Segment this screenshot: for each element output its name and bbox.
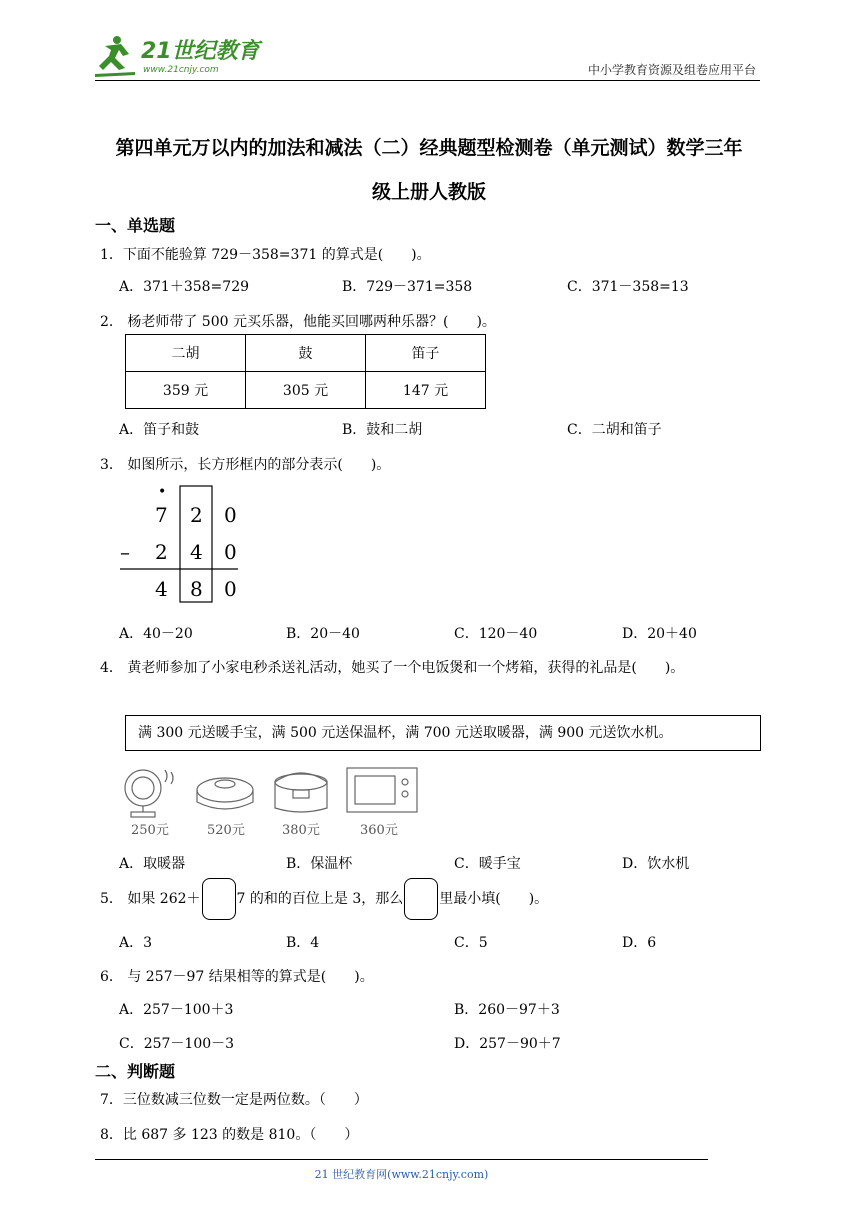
section-heading-true-false: 二、判断题 [95,1062,176,1081]
q4-option-b[interactable]: B．保温杯 [286,856,353,872]
question-8: 8．比 687 多 123 的数是 810。（ ） [100,1127,359,1143]
table-cell: 305 元 [246,372,366,409]
q2-option-c[interactable]: C．二胡和笛子 [567,422,662,438]
q5-option-d[interactable]: D．6 [622,935,657,951]
table-row [126,372,486,409]
site-logo [95,32,265,78]
price-label: 250元 [131,823,169,838]
digit: 0 [224,540,237,564]
heater-icon [125,770,173,817]
question-4: 4． 黄老师参加了小家电秒杀送礼活动，她买了一个电饭煲和一个烤箱，获得的礼品是( )。 [100,660,685,676]
digit: 2 [155,540,168,564]
price-label: 520元 [207,823,245,838]
q3-option-d[interactable]: D．20＋40 [622,626,697,642]
blank-box[interactable] [202,878,236,920]
minus-sign: – [120,540,130,564]
question-2: 2． 杨老师带了 500 元买乐器，他能买回哪两种乐器？( )。 [100,314,496,330]
price-label: 380元 [282,823,320,838]
digit: 0 [224,577,237,601]
q1-option-a[interactable]: A．371＋358=729 [119,279,250,295]
q5-option-c[interactable]: C．5 [454,935,488,951]
q5-option-a[interactable]: A．3 [119,935,153,951]
q6-option-c[interactable]: C．257－100－3 [119,1036,235,1052]
digit: 0 [224,503,237,527]
q3-option-b[interactable]: B．20－40 [286,626,360,642]
borrow-dot: • [158,484,167,500]
doc-title-line1: 第四单元万以内的加法和减法（二）经典题型检测卷（单元测试）数学三年 [115,137,743,159]
table-cell: 笛子 [366,335,486,372]
question-6: 6． 与 257－97 结果相等的算式是( )。 [100,969,374,985]
q6-option-b[interactable]: B．260－97＋3 [454,1002,560,1018]
doc-title-line2: 级上册人教版 [371,181,486,203]
q5-text-part1: 5． 如果 262＋ [100,891,201,907]
q2-option-b[interactable]: B．鼓和二胡 [342,422,423,438]
table-cell: 147 元 [366,372,486,409]
price-label: 360元 [360,823,398,838]
q2-option-a[interactable]: A．笛子和鼓 [119,422,200,438]
q5-text-part2: 7 的和的百位上是 3，那么 [236,891,404,907]
table-row [126,335,486,372]
q1-option-b[interactable]: B．729－371=358 [342,279,473,295]
table-cell: 鼓 [246,335,366,372]
rice-cooker-icon [275,773,327,812]
q4-option-a[interactable]: A．取暖器 [119,856,186,872]
logo-text: 21世纪教育 [141,39,260,64]
blank-box[interactable] [404,878,438,920]
section-heading-single-choice: 一、单选题 [95,216,176,235]
q3-option-c[interactable]: C．120－40 [454,626,538,642]
question-3: 3． 如图所示，长方形框内的部分表示( )。 [100,457,391,473]
q5-option-b[interactable]: B．4 [286,935,320,951]
q6-option-a[interactable]: A．257－100＋3 [119,1002,234,1018]
appliance-images [115,760,435,840]
microwave-icon [347,768,417,812]
header-divider [95,80,760,81]
platform-name: 中小学教育资源及组卷应用平台 [587,63,756,77]
q1-option-c[interactable]: C．371－358=13 [567,279,689,295]
footer-divider [95,1159,708,1160]
table-cell: 359 元 [126,372,246,409]
digit: 7 [155,503,168,527]
question-5 [100,878,548,920]
digit: 8 [190,577,203,601]
q4-option-d[interactable]: D．饮水机 [622,856,690,872]
digit: 4 [155,577,168,601]
logo-url: www.21cnjy.com [143,65,219,75]
q4-option-c[interactable]: C．暖手宝 [454,856,521,872]
vacuum-icon [197,778,253,809]
question-7: 7．三位数减三位数一定是两位数。（ ） [100,1092,368,1108]
instrument-price-table [125,334,486,409]
question-1: 1．下面不能验算 729－358=371 的算式是( )。 [100,247,431,263]
q6-option-d[interactable]: D．257－90＋7 [454,1036,561,1052]
q3-option-a[interactable]: A．40－20 [119,626,193,642]
digit: 2 [190,503,203,527]
digit: 4 [190,540,203,564]
footer-text[interactable]: 21 世纪教育网(www.21cnjy.com) [314,1168,489,1181]
promotion-box: 满 300 元送暖手宝，满 500 元送保温杯，满 700 元送取暖器，满 900 元送饮水机。 [125,715,761,751]
table-cell: 二胡 [126,335,246,372]
subtraction-diagram [118,484,248,606]
q5-text-part3: 里最小填( )。 [439,891,549,907]
